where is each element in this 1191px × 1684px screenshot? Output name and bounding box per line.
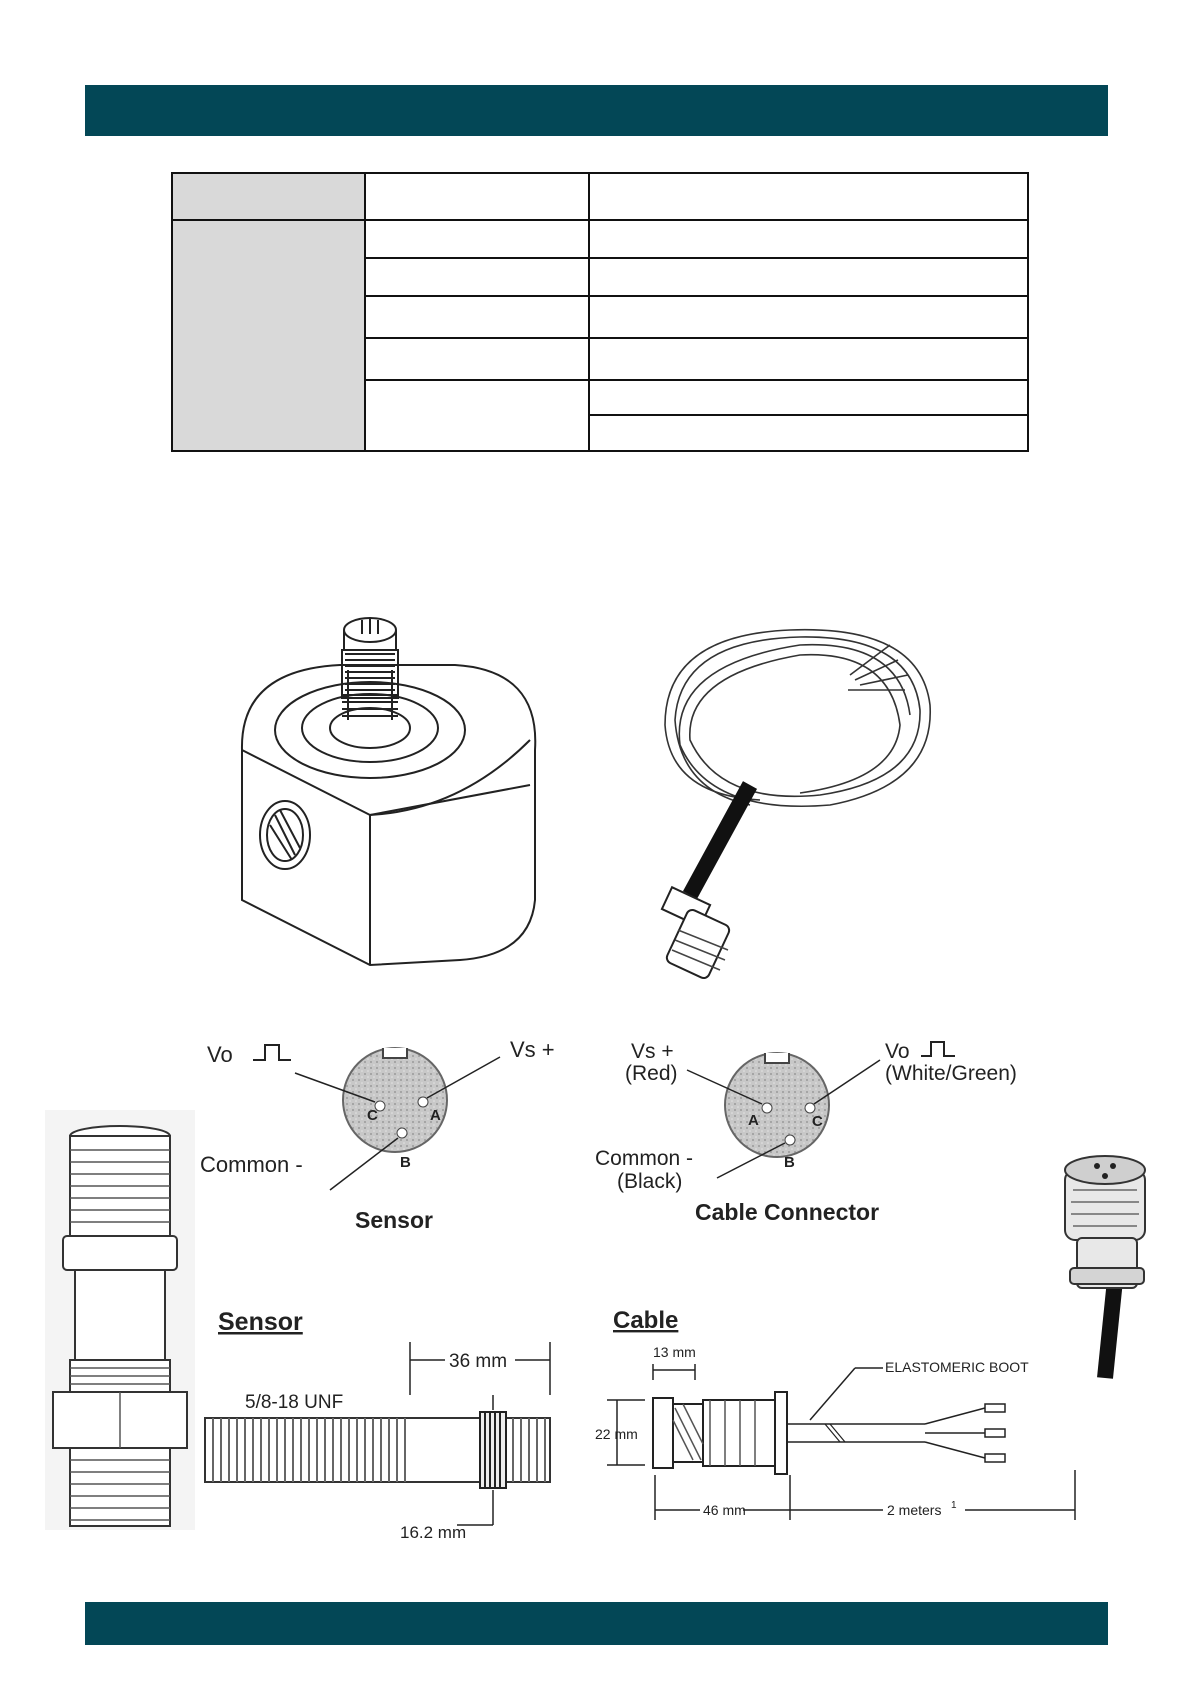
common-label: Common -: [200, 1152, 303, 1177]
table-header-cell: [365, 173, 589, 220]
cable-assembly-illustration: [650, 615, 945, 985]
spec-table: [171, 172, 1029, 452]
sensor-pinout-diagram: [195, 1030, 585, 1240]
header-band: [85, 85, 1108, 136]
leader-line: [810, 1368, 855, 1420]
vs-color-label: (Red): [625, 1062, 678, 1085]
dim-46-label: 46 mm: [703, 1502, 746, 1518]
table-row-label: [172, 220, 365, 451]
sensor-drawing-heading: Sensor: [218, 1308, 303, 1336]
vs-label: Vs +: [631, 1040, 674, 1063]
cable-length-footnote: 1: [951, 1500, 957, 1511]
table-header-cell: [172, 173, 365, 220]
vo-color-label: (White/Green): [885, 1062, 1017, 1085]
cable-drawing-heading: Cable: [613, 1307, 679, 1334]
length-dimension-label: 36 mm: [449, 1351, 508, 1372]
sensor-caption: Sensor: [355, 1207, 433, 1233]
diameter-dimension-label: 16.2 mm: [400, 1523, 467, 1542]
footer-band: [85, 1602, 1108, 1645]
table-cell: [365, 220, 589, 258]
pin-label-c: C: [367, 1107, 378, 1124]
table-cell: [365, 296, 589, 338]
table-cell: [589, 415, 1028, 451]
common-color-label: (Black): [617, 1170, 683, 1193]
table-cell: [589, 220, 1028, 258]
cable-connector-face: [725, 1053, 829, 1157]
vo-label: Vo: [885, 1040, 910, 1063]
pin-label-a: A: [748, 1112, 759, 1129]
table-cell: [589, 296, 1028, 338]
table-cell: [365, 258, 589, 296]
connector-outline: [653, 1392, 787, 1474]
table-cell: [589, 380, 1028, 415]
vs-label: Vs +: [510, 1037, 555, 1062]
cable-connector-caption: Cable Connector: [695, 1199, 880, 1225]
table-cell: [365, 338, 589, 380]
sensor-connector-face: [343, 1048, 447, 1152]
thread-label: 5/8-18 UNF: [245, 1392, 344, 1413]
leader-line: [330, 1138, 398, 1190]
table-cell: [365, 380, 589, 451]
pin-label-a: A: [430, 1107, 441, 1124]
table-cell: [589, 338, 1028, 380]
pulse-icon: [921, 1042, 955, 1056]
sensor-body-illustration: [45, 1110, 195, 1530]
pin-label-b: B: [400, 1154, 411, 1171]
cable-dimension-drawing: [585, 1300, 1085, 1540]
cable-pinout-diagram: [595, 1030, 1055, 1240]
dim-13-label: 13 mm: [653, 1344, 696, 1360]
common-label: Common -: [595, 1147, 694, 1170]
boot-label: ELASTOMERIC BOOT: [885, 1359, 1029, 1375]
flow-meter-illustration: [230, 610, 550, 980]
pin-label-c: C: [812, 1113, 823, 1130]
sensor-body-outline: [205, 1412, 550, 1488]
vo-label: Vo: [207, 1042, 233, 1067]
table-header-cell: [589, 173, 1028, 220]
cable-length-label: 2 meters: [887, 1502, 942, 1518]
cable-outline: [787, 1404, 1005, 1462]
table-cell: [589, 258, 1028, 296]
pulse-icon: [253, 1045, 291, 1060]
sensor-dimension-drawing: [195, 1300, 575, 1545]
dim-22-label: 22 mm: [595, 1426, 638, 1442]
pin-label-b: B: [784, 1154, 795, 1171]
